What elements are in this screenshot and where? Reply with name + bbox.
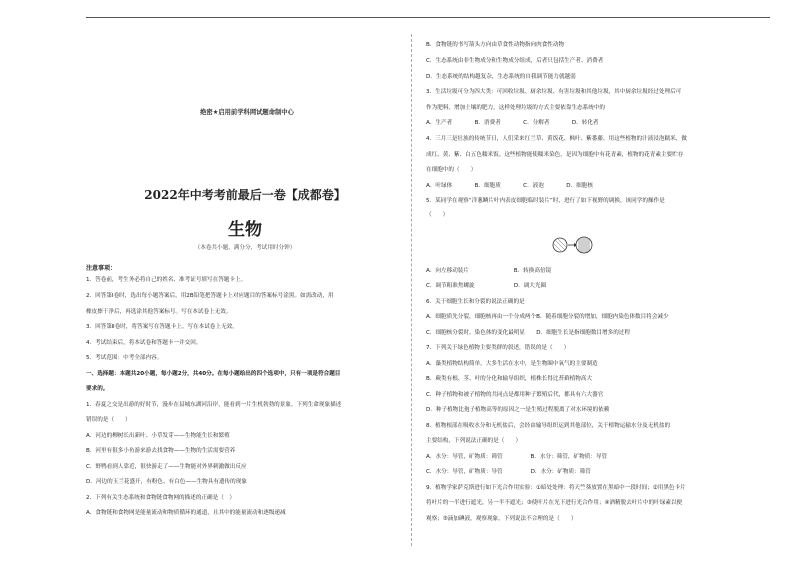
section-heading: 一、选择题：本题共20小题，每小题2分，共40分。在每小题给出的四个选项中，只有一项是符合题目 bbox=[86, 371, 341, 377]
subject-title: 生物 bbox=[228, 220, 262, 240]
question-line: C．野鸭看到人靠近，很快游走了——生物能对外界刺激做出反应 bbox=[86, 464, 247, 470]
question-line: A．叶绿体 B．细胞质 C．液泡 D．细胞核 bbox=[426, 183, 593, 189]
question-line: 2．下列有关生态系统和食物链食物网的描述的正确是（ ） bbox=[86, 495, 235, 501]
question-line: A．河边的柳树长出新叶、小草发芽——生物能生长和繁殖 bbox=[86, 433, 230, 439]
section-heading: 要求的。 bbox=[86, 386, 109, 392]
question-line: 3．生活垃圾可分为四大类：可回收垃圾、厨余垃圾、有害垃圾和其他垃圾，其中厨余垃圾经过处理后可 bbox=[426, 89, 682, 95]
question-line: D．生态系统的结构越复杂，生态系统的自我调节能力就越弱 bbox=[426, 74, 576, 80]
exam-title: 2022年中考考前最后一卷【成都卷】 bbox=[144, 188, 346, 202]
question-line: D．河边的玉兰花盛开，有粉色、有白色——生物具有遗传的现象 bbox=[86, 479, 247, 485]
note-item: 3．回答第Ⅱ卷时，将答案写在答题卡上。写在本试卷上无效。 bbox=[86, 324, 238, 330]
question-line: A．生产者 B．消费者 C．分解者 D．转化者 bbox=[426, 120, 599, 126]
question-line: 5．某同学在观察“洋葱鳞片叶内表皮细胞临时装片”时，进行了如下视野的调换，该同学的操作是 bbox=[426, 198, 665, 204]
microscope-view-figure bbox=[551, 228, 593, 262]
note-item: 4．考试结束后，将本试卷和答题卡一并交回。 bbox=[86, 340, 202, 346]
question-line: 错误的是（ ） bbox=[86, 417, 131, 423]
question-line: 将叶片的一半进行遮光，另一半不遮光；③使叶片在光下进行光合作用；④酒精脱去叶片中的叶绿素以便 bbox=[426, 500, 683, 506]
question-line: A．向左移动装片 B．转换高倍镜 bbox=[426, 268, 552, 274]
note-item: 1．答卷前，考生务必将自己的姓名、准考证号填写在答题卡上。 bbox=[86, 277, 247, 283]
question-line: 在细胞中的（ ） bbox=[426, 167, 477, 173]
question-line: B．蕨类有根、茎、叶的分化和输导组织，植株长得比苔藓植物高大 bbox=[426, 376, 593, 382]
note-item: 5．考试范围：中考全部内容。 bbox=[86, 355, 163, 361]
question-line: C．调节粗准焦螺旋 D．调大光圈 bbox=[426, 283, 547, 289]
question-line: A．细胞质先分裂，细胞核再由一个分成两个B．随着细胞分裂的增加，细胞内染色体数目将会减少 bbox=[426, 314, 669, 320]
question-line: （ ） bbox=[426, 212, 449, 218]
question-line: 作为肥料，增加土壤的肥力，这样处理垃圾的方式主要依靠生态系统中的 bbox=[426, 105, 606, 111]
question-line: C．水分：导管，矿物质：导管 D．水分：矿物质：筛管 bbox=[426, 469, 591, 475]
question-line: 6．关于细胞生长和分裂的说法正确的是 bbox=[426, 299, 525, 305]
exam-info: （本卷共小题，满分分，考试用时分钟） bbox=[194, 245, 296, 251]
question-line: C．细胞核分裂时，染色体的变化最明显 D．细胞生长是指细胞数目增多的过程 bbox=[426, 330, 630, 336]
question-line: A．水分：导管，矿物质：筛管 B．水分：筛管，矿物质：导管 bbox=[426, 454, 608, 460]
note-item: 橡皮擦干净后，再选涂其他答案标号。写在本试卷上无效。 bbox=[86, 309, 232, 315]
question-line: D．种子植物比孢子植物高等的原因之一是生殖过程脱离了对水环境的依赖 bbox=[426, 407, 610, 413]
question-line: 1．春夏之交是出游的好时节，漫步在县城东湖河沿岸，能看到一片生机勃勃的景象。下列生命现象描述 bbox=[86, 402, 342, 408]
top-rule bbox=[86, 17, 770, 18]
question-line: 主要结构，下列说法正确的是（ ） bbox=[426, 438, 522, 444]
question-line: B．食物链的书写箭头方向由草食性动物指向肉食性动物 bbox=[426, 42, 565, 48]
question-line: 8．植物根部在吸收水分和无机盐后，会经由输导组织运到其他部位，关于植物运输水分及无机盐的 bbox=[426, 423, 671, 429]
question-line: 4．三月三是壮族的传统节日，人们采来红兰草、黄饭花、枫叶、紫番藤，用这些植物的汁液浸泡糯米，做 bbox=[426, 136, 687, 142]
question-line: 9．植物学家萨克斯进行如下光合作用实验：①暗处处理：将天竺葵放置在黑暗中一段时间；②用黑色卡片 bbox=[426, 485, 686, 491]
note-item: 2．回答第Ⅰ卷时，选出每小题答案后，用2B铅笔把答题卡上对应题目的答案标号涂黑。如需改动，用 bbox=[86, 293, 334, 299]
question-line: 成红、黄、紫、白五色糯米饭。这些植物能使糯米染色，是因为细胞中有花青素，植物的花青素主要贮存 bbox=[426, 152, 684, 158]
question-line: A．食物链和食物网是能量流动和物质循环的通道，且其中的能量流动和逐级递减 bbox=[86, 510, 286, 516]
question-line: C．生态系统由非生物成分和生物成分组成，后者只包括生产者、消费者 bbox=[426, 58, 604, 64]
column-divider bbox=[411, 34, 412, 546]
question-line: 观察；⑤滴加碘液，观察现象。下列说法不合理的是（ ） bbox=[426, 516, 577, 522]
question-line: C．种子植物和被子植物的共同点是都用种子繁殖后代，都具有六大器官 bbox=[426, 392, 604, 398]
question-line: A．藻类植物结构简单，大多生活在水中，是生物圈中氧气的主要制造 bbox=[426, 361, 598, 367]
secret-mark: 绝密★启用前学科网试题命制中心 bbox=[200, 109, 294, 116]
question-line: 7．下列关于绿色植物主要类群的叙述，错误的是（ ） bbox=[426, 345, 570, 351]
question-line: B．河里有很多小鱼游来游去找食物——生物的生活需要营养 bbox=[86, 448, 236, 454]
notes-title: 注意事项： bbox=[86, 265, 117, 272]
